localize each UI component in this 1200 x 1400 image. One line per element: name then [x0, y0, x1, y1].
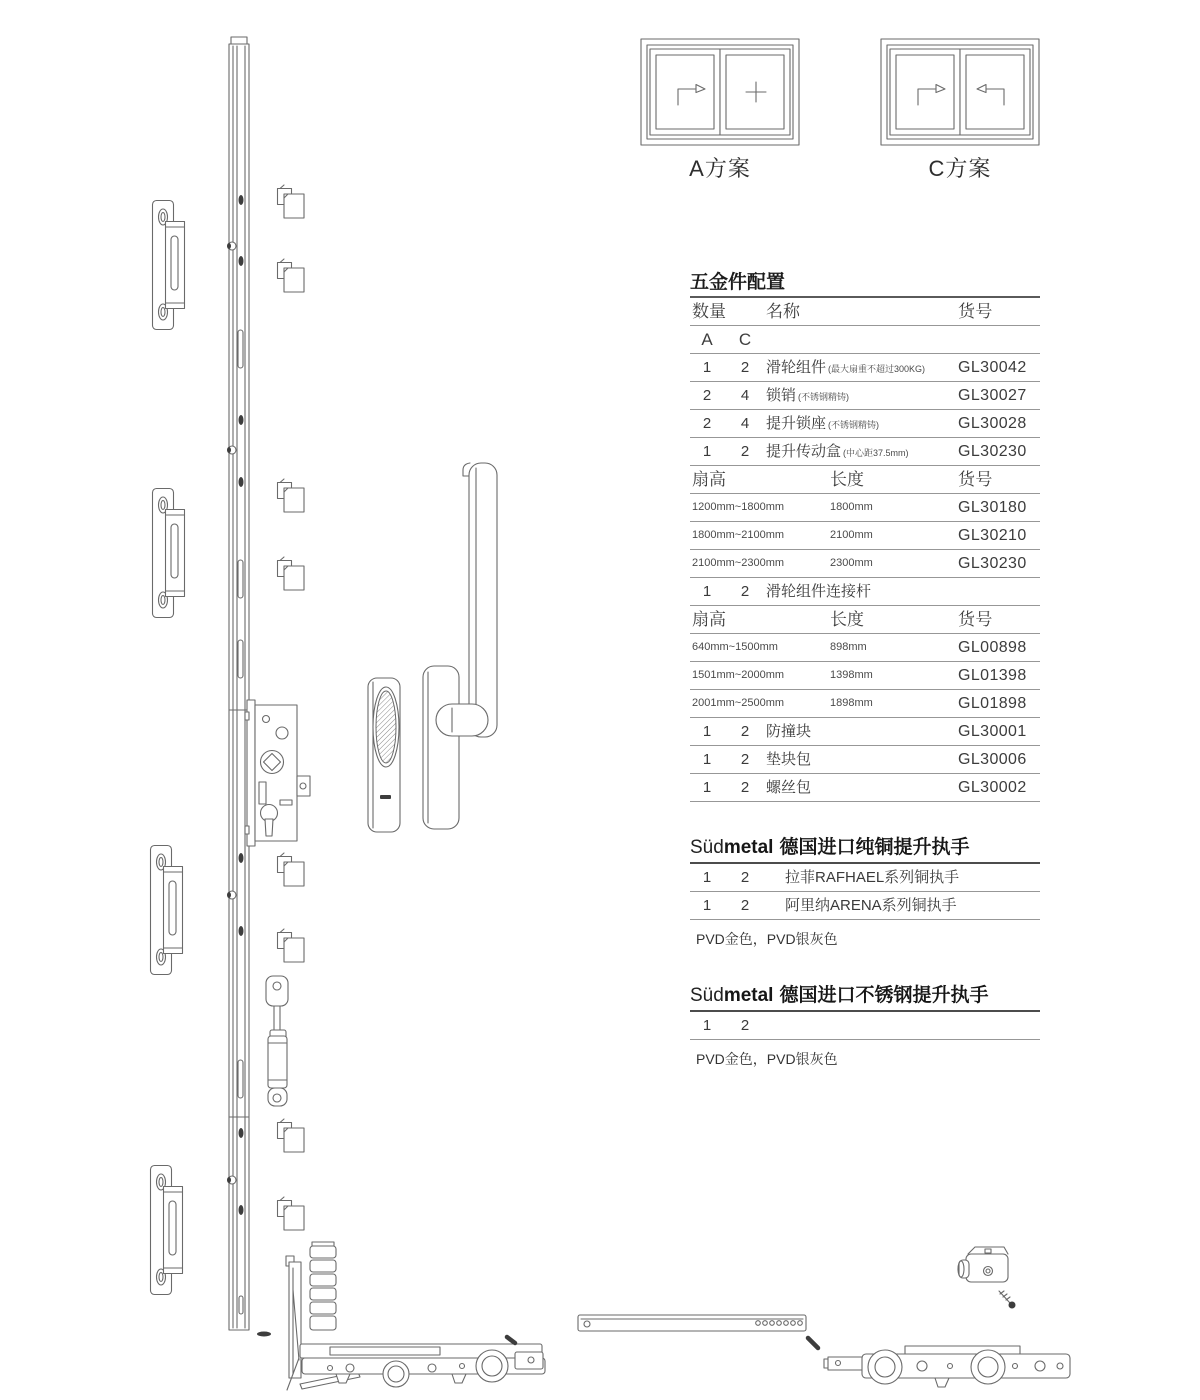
length-cell: 1800mm — [830, 501, 873, 513]
clip-block — [278, 557, 305, 590]
item-note: (不锈钢精铸) — [828, 420, 880, 430]
qty-c-cell: 2 — [740, 443, 750, 460]
brand-name-bold: metal — [723, 837, 774, 858]
qty-a-cell: 2 — [702, 387, 712, 404]
screw — [507, 1337, 515, 1343]
item-note: (最大扇重不超过300KG) — [828, 364, 926, 374]
sash-height-cell: 2001mm~2500mm — [692, 697, 785, 709]
screw — [999, 1291, 1016, 1309]
brass-handle-section — [690, 836, 1040, 949]
code-header: 货号 — [958, 302, 993, 321]
table-row — [690, 522, 1040, 550]
table-row — [690, 690, 1040, 718]
clip-block — [278, 1197, 305, 1230]
lock-gearbox — [245, 700, 310, 846]
sash-height-header: 扇高 — [692, 470, 726, 489]
brand-name-light: Süd — [690, 985, 724, 1006]
qty-a-cell: 1 — [702, 869, 712, 886]
qty-a-cell: 1 — [702, 359, 712, 376]
table-row — [690, 774, 1040, 802]
length-cell: 898mm — [830, 641, 867, 653]
table-row — [690, 550, 1040, 578]
sash-height-cell: 1200mm~1800mm — [692, 501, 785, 513]
keeper-plate — [153, 201, 185, 330]
section-rows — [690, 864, 1040, 920]
clip-block — [278, 929, 305, 962]
scheme-c-diagram — [880, 38, 1040, 148]
item-code-cell: GL30027 — [958, 387, 1027, 404]
qty-a-cell: 1 — [702, 779, 712, 796]
item-code-cell: GL30230 — [958, 443, 1027, 460]
table-row — [690, 298, 1040, 326]
table-row — [690, 892, 1040, 920]
sash-height-cell: 640mm~1500mm — [692, 641, 778, 653]
table-row — [690, 466, 1040, 494]
qty-a-cell: 1 — [702, 723, 712, 740]
table-title: 五金件配置 — [690, 272, 1040, 298]
section-title: 德国进口纯铜提升执手 — [779, 837, 970, 858]
item-name-cell: 垫块包 — [766, 751, 812, 768]
table-row — [690, 578, 1040, 606]
item-name-cell: 提升锁座 (不锈钢精铸) — [766, 410, 879, 439]
roller-carriage — [824, 1346, 1070, 1387]
qty-a-cell: 1 — [702, 751, 712, 768]
qty-c-cell: 2 — [740, 723, 750, 740]
handle-name-cell: 拉菲RAFHAEL系列铜执手 — [785, 869, 960, 886]
clip-block — [278, 853, 305, 886]
sash-height-cell: 1501mm~2000mm — [692, 669, 785, 681]
qty-c-cell: 4 — [740, 415, 750, 432]
name-header: 名称 — [766, 302, 800, 321]
qty-c-cell: 4 — [740, 387, 750, 404]
sash-height-cell: 1800mm~2100mm — [692, 529, 785, 541]
table-row — [690, 382, 1040, 410]
qty-a-cell: 1 — [702, 583, 712, 600]
scheme-c-label: C方案 — [928, 156, 992, 181]
section-title: 德国进口不锈钢提升执手 — [779, 985, 989, 1006]
length-cell: 1898mm — [830, 697, 873, 709]
qty-a-cell: 2 — [702, 415, 712, 432]
qty-c-cell: 2 — [740, 359, 750, 376]
scheme-a-diagram — [640, 38, 800, 148]
steel-handle-section — [690, 984, 1040, 1069]
damper-cylinder — [266, 976, 288, 1106]
table-row — [690, 410, 1040, 438]
connecting-rod — [578, 1315, 818, 1348]
section-heading — [690, 984, 1040, 1012]
table-row — [690, 354, 1040, 382]
qty-a-cell: 1 — [702, 897, 712, 914]
qty-c-cell: 2 — [740, 897, 750, 914]
item-name-cell: 锁销 (不锈钢精铸) — [766, 382, 849, 411]
item-code-cell: GL01398 — [958, 667, 1027, 684]
clip-block — [278, 1119, 305, 1152]
clip-block — [278, 185, 305, 218]
item-code-cell: GL30210 — [958, 527, 1027, 544]
length-cell: 2300mm — [830, 557, 873, 569]
sash-height-header: 扇高 — [692, 610, 726, 629]
item-note: (不锈钢精铸) — [798, 392, 850, 402]
keeper-plate — [153, 489, 185, 618]
length-cell: 2100mm — [830, 529, 873, 541]
table-row — [690, 634, 1040, 662]
item-name-cell: 提升传动盒 (中心距37.5mm) — [766, 438, 909, 467]
qty-c-cell: 2 — [740, 1017, 750, 1034]
finish-note: PVD金色，PVD银灰色 — [696, 931, 838, 947]
brand-name-light: Süd — [690, 837, 724, 858]
length-cell: 1398mm — [830, 669, 873, 681]
screw — [808, 1338, 818, 1348]
item-name-cell: 滑轮组件 (最大扇重不超过300KG) — [766, 354, 925, 383]
keeper-plate — [151, 846, 183, 975]
item-code-cell: GL30006 — [958, 751, 1027, 768]
qty-c-cell: 2 — [740, 779, 750, 796]
table-row — [690, 438, 1040, 466]
flat-pull-handle — [368, 678, 400, 832]
clip-block — [278, 479, 305, 512]
finish-note: PVD金色，PVD银灰色 — [696, 1051, 838, 1067]
sash-height-cell: 2100mm~2300mm — [692, 557, 785, 569]
table-row — [690, 1012, 1040, 1040]
table-row — [690, 606, 1040, 634]
section-rows — [690, 1012, 1040, 1040]
corner-roller-assembly — [286, 1242, 545, 1390]
item-note: (中心距37.5mm) — [843, 448, 909, 458]
qty-c-cell: 2 — [740, 751, 750, 768]
lift-handle — [423, 463, 497, 829]
keeper-plate — [151, 1166, 183, 1295]
table-row — [690, 326, 1040, 354]
qty-a-cell: 1 — [702, 1017, 712, 1034]
qty-header: 数量 — [692, 302, 726, 321]
item-code-cell: GL00898 — [958, 639, 1027, 656]
handle-name-cell: 阿里纳ARENA系列铜执手 — [785, 897, 957, 914]
item-code-cell: GL01898 — [958, 695, 1027, 712]
brand-mark — [380, 795, 391, 799]
code-header: 货号 — [958, 610, 993, 629]
item-code-cell: GL30180 — [958, 499, 1027, 516]
table-row — [690, 864, 1040, 892]
variant-a-header: A — [701, 330, 713, 349]
scheme-a-label: A方案 — [689, 156, 751, 181]
item-code-cell: GL30002 — [958, 779, 1027, 796]
item-code-cell: GL30042 — [958, 359, 1027, 376]
item-code-cell: GL30028 — [958, 415, 1027, 432]
lift-slide-rail — [227, 37, 271, 1337]
table-row — [690, 718, 1040, 746]
qty-c-cell: 2 — [740, 583, 750, 600]
table-body — [690, 298, 1040, 802]
item-code-cell: GL30001 — [958, 723, 1027, 740]
variant-c-header: C — [738, 330, 752, 349]
qty-c-cell: 2 — [740, 869, 750, 886]
buffer-block — [958, 1247, 1008, 1282]
clip-block — [278, 259, 305, 292]
table-row — [690, 746, 1040, 774]
qty-a-cell: 1 — [702, 443, 712, 460]
section-heading — [690, 836, 1040, 864]
hardware-config-table — [690, 272, 1040, 802]
code-header: 货号 — [958, 470, 993, 489]
table-row — [690, 494, 1040, 522]
brand-name-bold: metal — [723, 985, 774, 1006]
item-name-cell: 防撞块 — [766, 723, 812, 740]
table-row — [690, 662, 1040, 690]
item-name-cell: 滑轮组件连接杆 — [766, 583, 872, 600]
length-header: 长度 — [830, 610, 864, 629]
item-code-cell: GL30230 — [958, 555, 1027, 572]
item-name-cell: 螺丝包 — [766, 779, 812, 796]
length-header: 长度 — [830, 470, 864, 489]
